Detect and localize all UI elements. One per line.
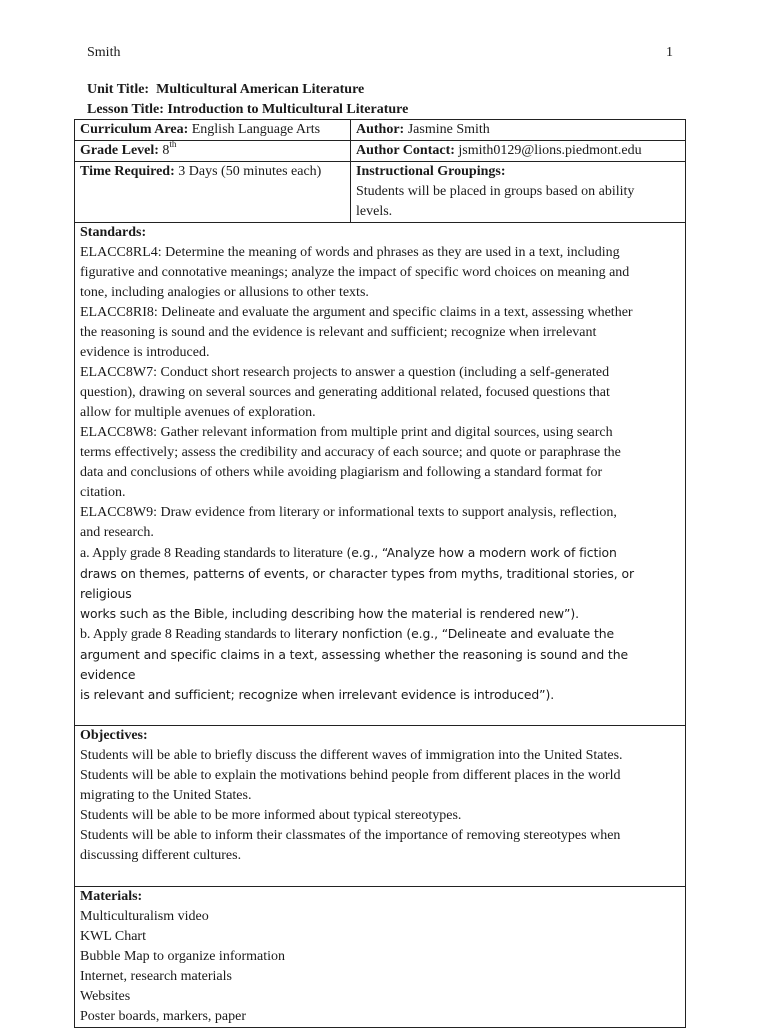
lesson-title-value: Introduction to Multicultural Literature [167, 102, 409, 117]
standard-sub-b-text: argument and specific claims in a text, assessing whether the reasoning is sound and the evidence [80, 647, 628, 682]
standards-heading: Standards: [80, 225, 147, 240]
document-titles [87, 80, 408, 120]
groupings-cell [351, 162, 686, 223]
time-label: Time Required: [80, 164, 175, 179]
objective-line: migrating to the United States. [80, 788, 252, 803]
author-cell [351, 120, 686, 141]
standard-sub-b-text: literary nonfiction (e.g., “Delineate and evaluate the [290, 626, 615, 641]
page-number: 1 [666, 45, 673, 60]
standard-line: terms effectively; assess the credibility and accuracy of each source; and quote or paraphrase the [80, 445, 621, 460]
objective-line: Students will be able to be more informed about typical stereotypes. [80, 808, 462, 823]
groupings-text-line: Students will be placed in groups based on ability [356, 184, 635, 199]
contact-email: jsmith0129@lions.piedmont.edu [458, 143, 642, 158]
material-item: KWL Chart [80, 929, 146, 944]
lesson-plan-table [74, 119, 686, 1028]
time-value: 3 Days (50 minutes each) [178, 164, 322, 179]
standard-line: ELACC8RI8: Delineate and evaluate the argument and specific claims in a text, assessing whether [80, 305, 633, 320]
standard-sub-a-text: works such as the Bible, including describing how the material is rendered new”). [80, 606, 579, 621]
standard-line: allow for multiple avenues of exploration. [80, 405, 316, 420]
unit-title [87, 80, 408, 100]
author-value: Jasmine Smith [407, 122, 490, 137]
time-cell [75, 162, 351, 223]
objectives-row [75, 726, 686, 887]
grade-label: Grade Level: [80, 143, 159, 158]
groupings-text-line: levels. [356, 204, 393, 219]
standard-line: data and conclusions of others while avoiding plagiarism and following a standard format for [80, 465, 603, 480]
materials-section [75, 887, 686, 1028]
author-label: Author: [356, 122, 405, 137]
objective-line: discussing different cultures. [80, 848, 242, 863]
material-item: Multiculturalism video [80, 909, 209, 924]
objective-line: Students will be able to inform their classmates of the importance of removing stereotypes when [80, 828, 621, 843]
standard-sub-b-lead: b. Apply grade 8 Reading standards to [80, 627, 291, 642]
standard-sub-a-text: (e.g., “Analyze how a modern work of fiction [342, 545, 617, 560]
material-item: Internet, research materials [80, 969, 232, 984]
standard-sub-a-lead: a. Apply grade 8 Reading standards to literature [80, 546, 343, 561]
standard-line: citation. [80, 485, 126, 500]
standard-line: ELACC8RL4: Determine the meaning of words and phrases as they are used in a text, including [80, 245, 620, 260]
standards-row [75, 223, 686, 726]
standard-sub-b [80, 624, 680, 645]
standard-line: figurative and connotative meanings; analyze the impact of specific word choices on meaning and [80, 265, 630, 280]
curriculum-row [75, 120, 686, 141]
standard-line: evidence is introduced. [80, 345, 210, 360]
curriculum-value: English Language Arts [191, 122, 321, 137]
curriculum-label: Curriculum Area: [80, 122, 189, 137]
material-item: Poster boards, markers, paper [80, 1009, 247, 1024]
standard-line: and research. [80, 525, 154, 540]
contact-cell [351, 141, 686, 162]
standard-line: the reasoning is sound and the evidence is relevant and sufficient; recognize when irrelevant [80, 325, 597, 340]
lesson-title-label: Lesson Title: [87, 102, 164, 117]
objectives-section [75, 726, 686, 887]
material-item: Bubble Map to organize information [80, 949, 286, 964]
curriculum-cell [75, 120, 351, 141]
standard-line: ELACC8W8: Gather relevant information from multiple print and digital sources, using search [80, 425, 613, 440]
objectives-heading: Objectives: [80, 728, 148, 743]
standard-sub-b-text: is relevant and sufficient; recognize when irrelevant evidence is introduced”). [80, 687, 555, 702]
standard-line: tone, including analogies or allusions to other texts. [80, 285, 369, 300]
standard-line: ELACC8W7: Conduct short research projects to answer a question (including a self-generated [80, 365, 610, 380]
standard-sub-a [80, 543, 680, 564]
unit-title-value: Multicultural American Literature [156, 82, 365, 97]
standard-line: ELACC8W9: Draw evidence from literary or informational texts to support analysis, reflection, [80, 505, 617, 520]
standard-sub-a-text: draws on themes, patterns of events, or character types from myths, traditional stories, or religious [80, 566, 634, 601]
standard-line: question), drawing on several sources and generating additional related, focused questions that [80, 385, 610, 400]
running-header-name: Smith [87, 45, 121, 60]
contact-label: Author Contact: [356, 143, 455, 158]
unit-title-label: Unit Title: [87, 82, 150, 97]
materials-heading: Materials: [80, 889, 143, 904]
grade-row [75, 141, 686, 162]
grade-suffix: th [169, 139, 177, 150]
groupings-label: Instructional Groupings: [356, 164, 506, 179]
time-row [75, 162, 686, 223]
grade-value: 8 [162, 143, 170, 158]
materials-row [75, 887, 686, 1028]
standards-section [75, 223, 686, 726]
lesson-title [87, 100, 408, 120]
grade-cell [75, 141, 351, 162]
material-item: Websites [80, 989, 131, 1004]
objective-line: Students will be able to explain the motivations behind people from different places in the world [80, 768, 621, 783]
objective-line: Students will be able to briefly discuss the different waves of immigration into the United States. [80, 748, 623, 763]
